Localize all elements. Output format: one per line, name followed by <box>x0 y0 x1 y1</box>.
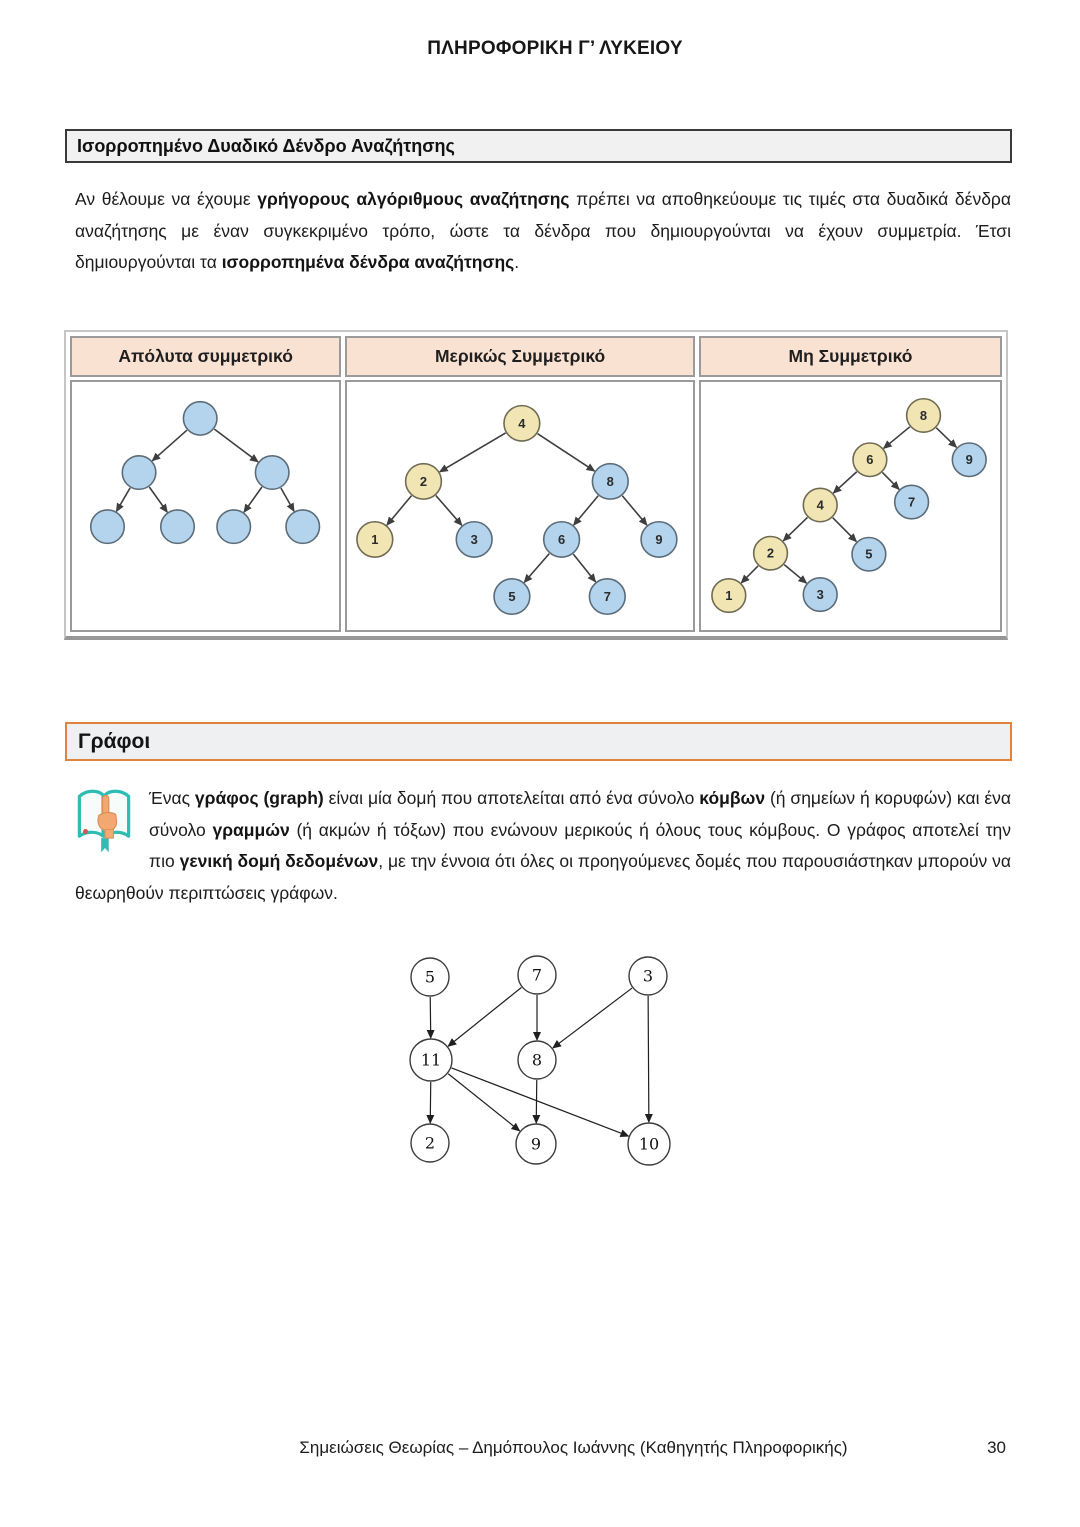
text-run: πρέπει να αποθηκεύουμε τις τιμές στα δυαδικά δένδρα αναζήτησης με έναν συγκεκριμένο τρόπο, ώστε τα δένδρα που δημιουργούνται να έχουν συμμετρία. Έτσι δημιουργούνται τα <box>75 189 1012 272</box>
tree-panel-fully-symmetric <box>70 336 341 632</box>
edge-arrow <box>536 1080 537 1123</box>
tree-panel-title-fully-symmetric: Απόλυτα συμμετρικό <box>70 336 341 377</box>
edge-arrow <box>574 496 599 525</box>
graphs-paragraph-text <box>75 788 1011 903</box>
fully-symmetric-tree-diagram <box>72 382 339 630</box>
edge-arrow <box>244 487 262 512</box>
node-circle <box>286 510 320 543</box>
node-circle <box>91 510 125 543</box>
tree-panel-body-partially-symmetric <box>345 380 695 632</box>
text-run-bold: γράφος (graph) <box>194 788 324 808</box>
tree-panel-non-symmetric <box>699 336 1002 632</box>
edge-arrow <box>784 565 806 584</box>
edge-arrow <box>783 517 807 540</box>
node-label: 6 <box>866 452 874 468</box>
node-circle <box>161 510 195 543</box>
edge-arrow <box>884 427 910 449</box>
node-label: 1 <box>725 588 733 604</box>
node-label: 9 <box>655 531 663 547</box>
edge-arrow <box>741 566 758 583</box>
section-heading-balanced-bst <box>65 129 1012 163</box>
edge-arrow <box>149 487 167 512</box>
book-left-page <box>79 791 103 836</box>
text-run: (ή σημείων ή κορυφών) και ένα σύνολο <box>149 788 1012 840</box>
section-heading-balanced-bst-label: Ισορροπημένο Δυαδικό Δένδρο Αναζήτησης <box>77 136 455 156</box>
node-label: 9 <box>530 1134 542 1154</box>
tree-panel-title-non-symmetric: Μη Συμμετρικό <box>699 336 1002 377</box>
node-label: 5 <box>424 967 436 987</box>
node-label: 8 <box>531 1050 543 1070</box>
tree-comparison-figure <box>64 330 1008 640</box>
tree-panel-title-partially-symmetric: Μερικώς Συμμετρικό <box>345 336 695 377</box>
text-run: είναι μία δομή που αποτελείται από ένα σύνολο <box>323 788 700 808</box>
node-label: 4 <box>816 497 824 513</box>
text-run-bold: γρήγορους αλγόριθμους αναζήτησης <box>257 189 570 209</box>
edge-arrow <box>448 988 521 1047</box>
node-label: 2 <box>424 1133 436 1153</box>
node-label: 4 <box>518 415 526 431</box>
node-label: 9 <box>965 452 973 468</box>
text-run: Αν θέλουμε να έχουμε <box>75 189 258 209</box>
edge-arrow <box>214 429 258 462</box>
node-label: 8 <box>606 473 615 489</box>
node-label: 3 <box>642 966 654 986</box>
tree-panel-body-non-symmetric <box>699 380 1002 632</box>
text-run-bold: γενική δομή δεδομένων <box>179 851 379 871</box>
page-number: 30 <box>987 1438 1006 1457</box>
node-label: 7 <box>531 965 543 985</box>
edge-arrow <box>387 496 412 525</box>
edge-arrow <box>281 488 294 511</box>
book-red-dot <box>83 829 88 834</box>
edge-arrow <box>524 554 549 583</box>
section-heading-graphs-label: Γράφοι <box>78 730 151 753</box>
node-label: 7 <box>603 589 612 605</box>
node-label: 3 <box>470 531 478 547</box>
open-book-pointer-icon <box>75 786 133 858</box>
node-label: 2 <box>766 545 775 561</box>
node-circle <box>183 402 217 435</box>
node-label: 6 <box>558 531 566 547</box>
node-circle <box>122 456 156 489</box>
edge-arrow <box>833 472 856 493</box>
text-run-bold: ισορροπημένα δένδρα αναζήτησης <box>221 252 515 272</box>
node-label: 8 <box>919 407 928 423</box>
edge-arrow <box>648 996 649 1122</box>
text-run: , με την έννοια ότι όλες οι προηγούμενες δομές που παρουσιάστηκαν μπορούν να θεωρηθούν περιπτώσεις γράφων. <box>75 851 1012 903</box>
section-heading-graphs <box>65 722 1012 761</box>
edge-arrow <box>440 433 506 472</box>
node-label: 1 <box>371 531 379 547</box>
tree-panel-body-fully-symmetric <box>70 380 341 632</box>
book-tail <box>101 838 109 852</box>
text-run-bold: γραμμών <box>212 819 290 840</box>
edge-arrow <box>936 428 956 448</box>
edge-arrow <box>882 472 899 489</box>
graph-diagram <box>390 943 710 1193</box>
edge-arrow <box>538 434 595 471</box>
page-header-title: ΠΛΗΡΟΦΟΡΙΚΗ Γ’ ΛΥΚΕΙΟΥ <box>427 38 683 59</box>
node-label: 5 <box>865 546 873 562</box>
text-run-bold: κόμβων <box>699 788 766 808</box>
text-run: . <box>514 252 520 272</box>
balanced-bst-paragraph <box>75 184 1011 279</box>
tree-panel-partially-symmetric <box>345 336 695 632</box>
edge-arrow <box>623 496 648 525</box>
edge-arrow <box>553 988 632 1048</box>
edge-arrow <box>152 430 187 461</box>
node-label: 11 <box>420 1050 442 1070</box>
node-label: 10 <box>638 1134 660 1154</box>
edge-arrow <box>448 1074 519 1131</box>
edge-arrow <box>574 554 596 582</box>
node-circle <box>255 456 289 489</box>
node-label: 3 <box>816 587 824 603</box>
text-run: Ένας <box>149 788 195 808</box>
footer-text: Σημειώσεις Θεωρίας – Δημόπουλος Ιωάννης (Καθηγητής Πληροφορικής) <box>299 1438 848 1457</box>
partially-symmetric-tree-diagram <box>347 382 693 630</box>
non-symmetric-tree-diagram <box>701 382 1000 630</box>
edge-arrow <box>116 488 130 512</box>
node-circle <box>217 510 251 543</box>
node-label: 5 <box>508 589 516 605</box>
node-label: 7 <box>907 494 916 510</box>
node-label: 2 <box>420 473 428 489</box>
graphs-paragraph <box>75 783 1011 909</box>
text-run: (ή ακμών ή τόξων) που ενώνουν μερικούς ή όλους τους κόμβους. Ο γράφος αποτελεί την πιο <box>149 819 1012 871</box>
edge-arrow <box>833 518 857 542</box>
edge-arrow <box>436 496 462 526</box>
page-footer <box>65 1438 1012 1458</box>
